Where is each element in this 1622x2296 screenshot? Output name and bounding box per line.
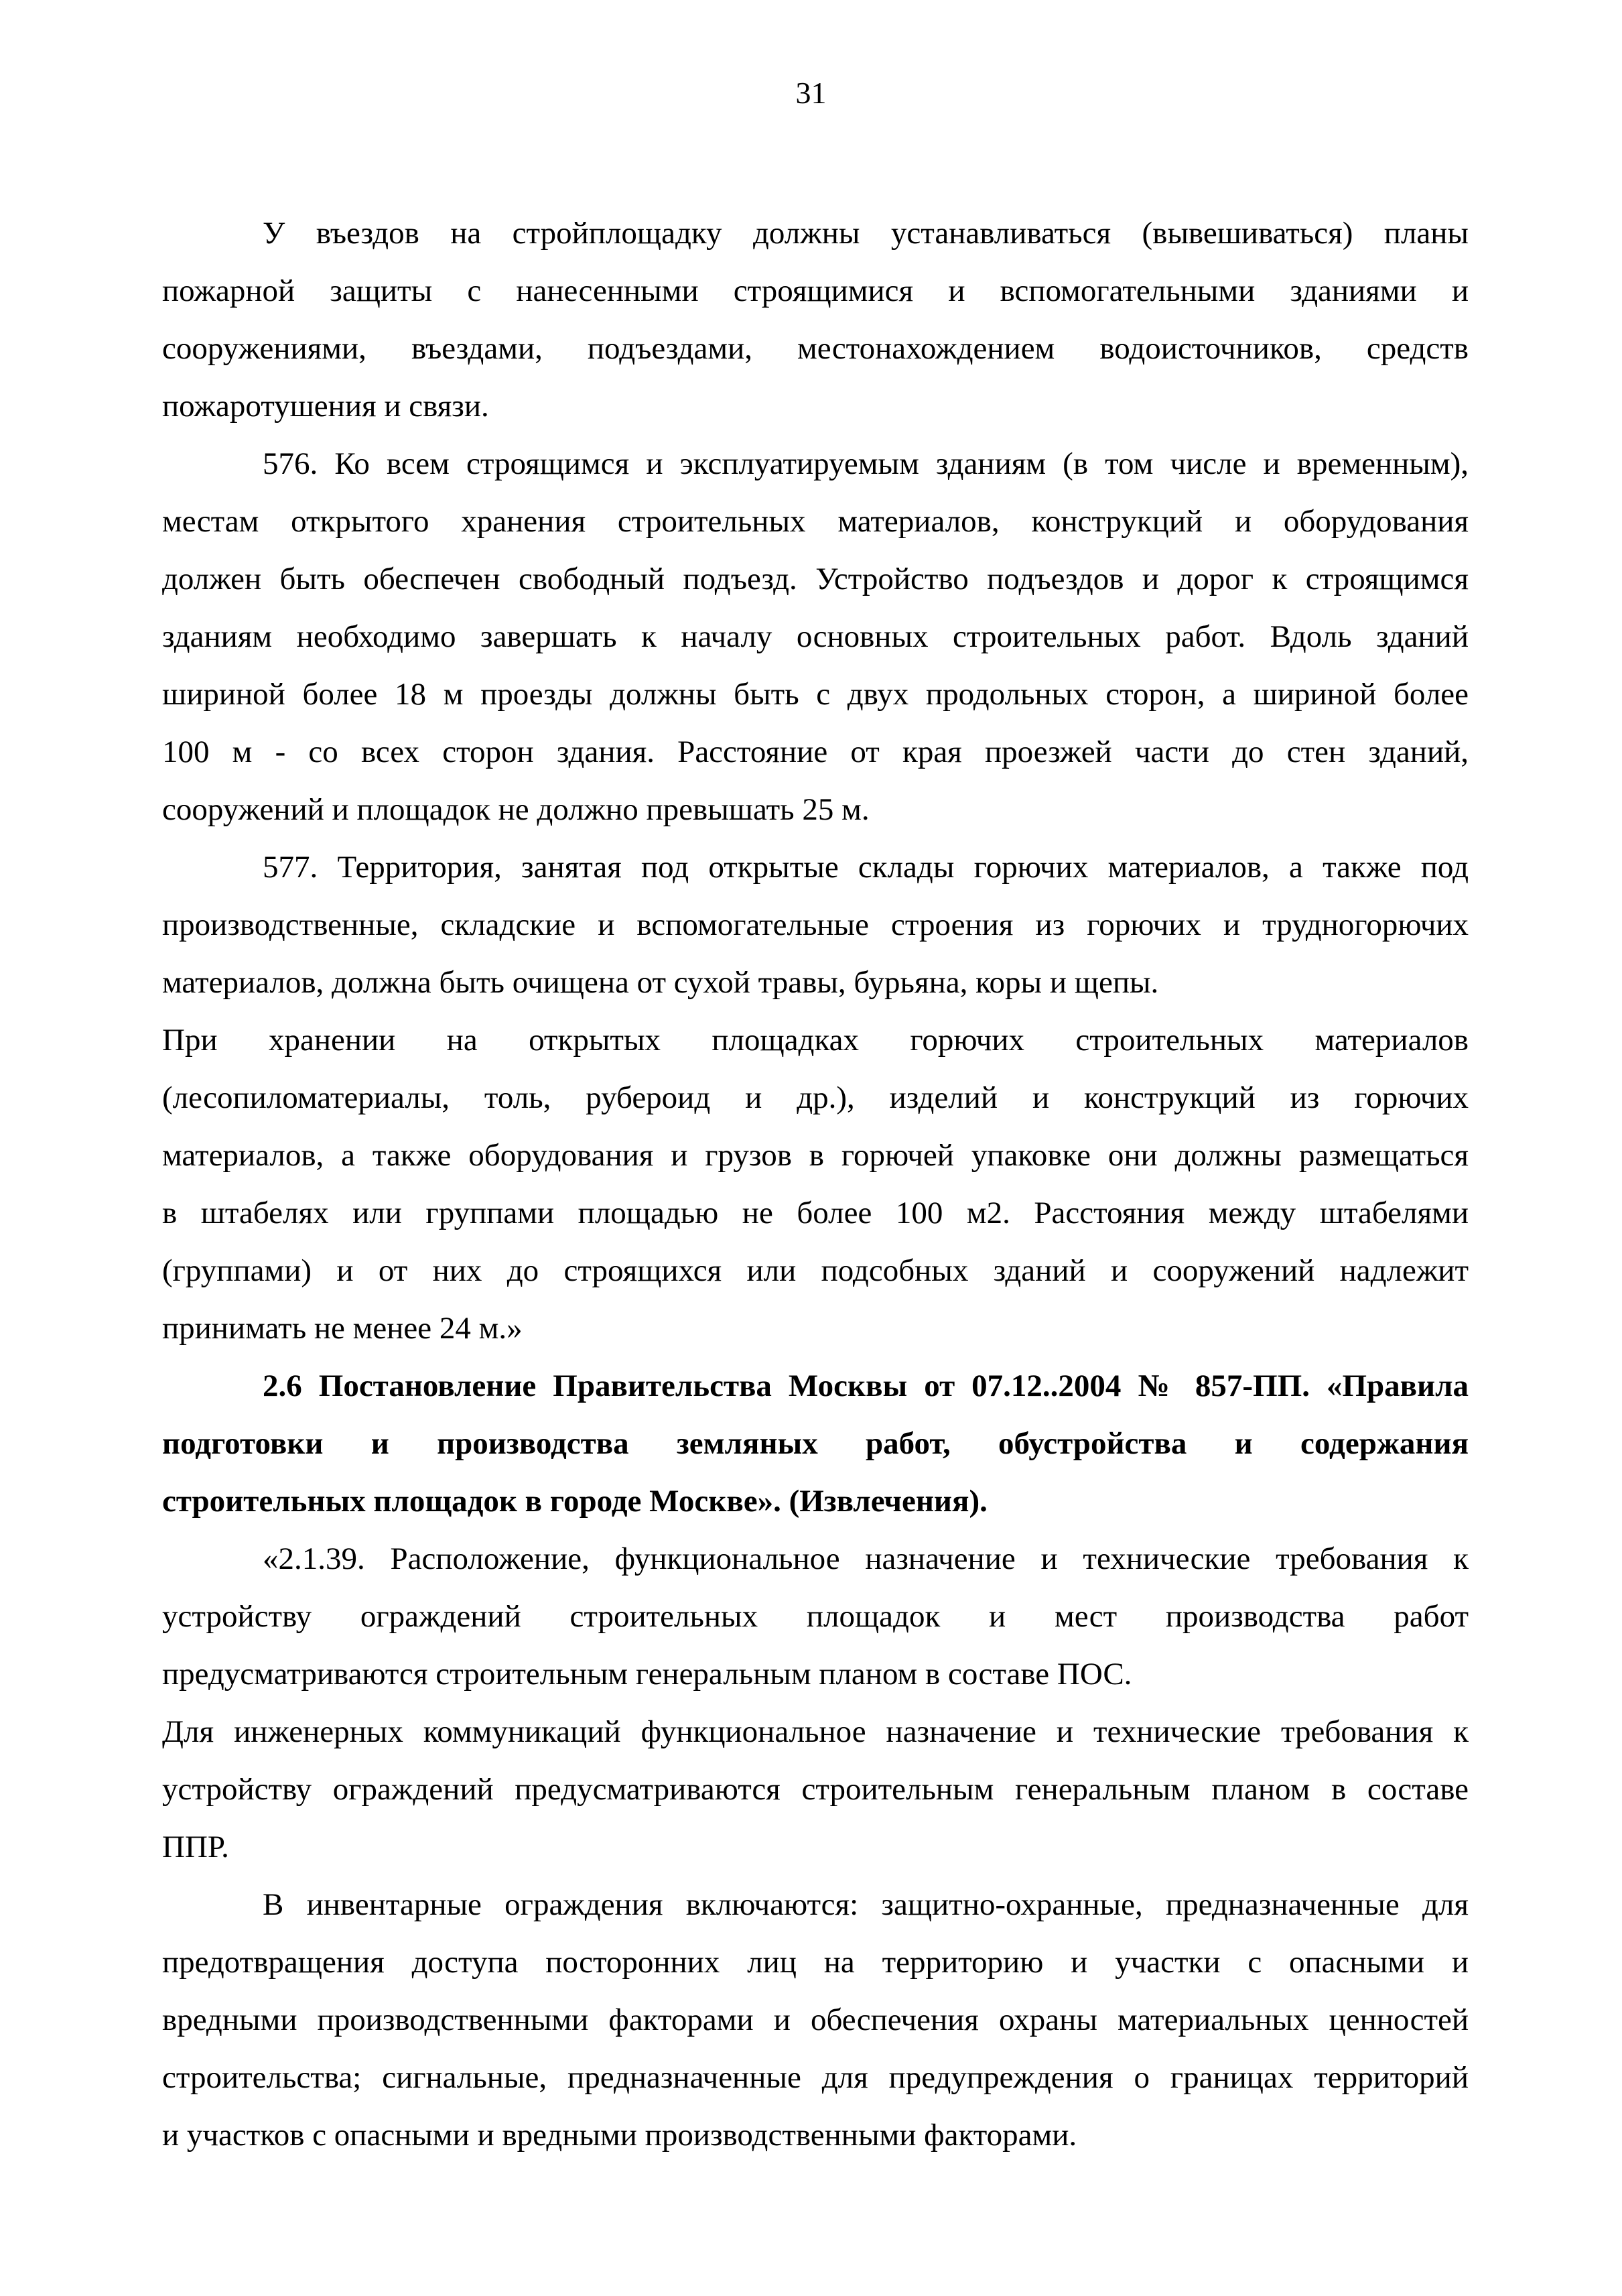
text-line: ППР. [162, 1830, 229, 1864]
text-line: (группами) и от них до строящихся или подсобных зданий и сооружений надлежит [162, 1253, 1469, 1288]
text-line: предусматриваются строительным генеральным планом в составе ПОС. [162, 1657, 1132, 1692]
text-line: В инвентарные ограждения включаются: защитно-охранные, предназначенные для [263, 1887, 1469, 1922]
text-line: вредными производственными факторами и обеспечения охраны материальных ценностей [162, 2002, 1469, 2037]
text-line: пожарной защиты с нанесенными строящимися и вспомогательными зданиями и [162, 273, 1469, 308]
text-line: материалов, должна быть очищена от сухой травы, бурьяна, коры и щепы. [162, 965, 1159, 1000]
paragraph [162, 1703, 1469, 1876]
paragraph [162, 838, 1469, 1011]
paragraph [162, 1530, 1469, 1703]
text-line: местам открытого хранения строительных материалов, конструкций и оборудования [162, 504, 1469, 539]
text-line: подготовки и производства земляных работ, обустройства и содержания [162, 1426, 1469, 1461]
text-line: сооружений и площадок не должно превышать 25 м. [162, 792, 870, 827]
text-line: пожаротушения и связи. [162, 389, 489, 424]
text-line: строительства; сигнальные, предназначенные для предупреждения о границах территорий [162, 2060, 1469, 2095]
paragraph [162, 1876, 1469, 2164]
text-line: Для инженерных коммуникаций функциональное назначение и технические требования к [162, 1714, 1469, 1749]
text-line: зданиям необходимо завершать к началу основных строительных работ. Вдоль зданий [162, 619, 1469, 654]
text-line: предотвращения доступа посторонних лиц на территорию и участки с опасными и [162, 1945, 1469, 1980]
text-line: шириной более 18 м проезды должны быть с двух продольных сторон, а шириной более [162, 677, 1469, 712]
text-line: принимать не менее 24 м.» [162, 1311, 523, 1346]
paragraph [162, 204, 1469, 435]
text-line: 576. Ко всем строящимся и эксплуатируемым зданиям (в том числе и временным), [263, 446, 1469, 481]
section-heading [162, 1357, 1469, 1530]
text-line: устройству ограждений строительных площадок и мест производства работ [162, 1599, 1469, 1634]
text-line: должен быть обеспечен свободный подъезд. Устройство подъездов и дорог к строящимся [162, 562, 1469, 596]
text-line: сооружениями, въездами, подъездами, местонахождением водоисточников, средств [162, 331, 1469, 366]
text-line: При хранении на открытых площадках горючих строительных материалов [162, 1023, 1469, 1058]
paragraph [162, 1011, 1469, 1357]
text-line: «2.1.39. Расположение, функциональное назначение и технические требования к [263, 1541, 1469, 1576]
text-line: в штабелях или группами площадью не более 100 м2. Расстояния между штабелями [162, 1196, 1469, 1230]
text-line: У въездов на стройплощадку должны устанавливаться (вывешиваться) планы [263, 216, 1469, 251]
text-line: устройству ограждений предусматриваются строительным генеральным планом в составе [162, 1772, 1469, 1807]
text-line: строительных площадок в городе Москве». (Извлечения). [162, 1484, 988, 1519]
text-line: производственные, складские и вспомогательные строения из горючих и трудногорючих [162, 907, 1469, 942]
text-line: материалов, а также оборудования и грузов в горючей упаковке они должны размещаться [162, 1138, 1469, 1173]
text-line: (лесопиломатериалы, толь, рубероид и др.), изделий и конструкций из горючих [162, 1080, 1469, 1115]
text-line: и участков с опасными и вредными производственными факторами. [162, 2118, 1077, 2153]
page-number: 31 [795, 76, 827, 110]
text-line: 2.6 Постановление Правительства Москвы от 07.12..2004 № 857-ПП. «Правила [263, 1368, 1469, 1403]
text-line: 577. Территория, занятая под открытые склады горючих материалов, а также под [263, 850, 1469, 885]
text-line: 100 м - со всех сторон здания. Расстояние от края проезжей части до стен зданий, [162, 735, 1469, 769]
paragraph [162, 435, 1469, 838]
document-body [162, 204, 1469, 2164]
